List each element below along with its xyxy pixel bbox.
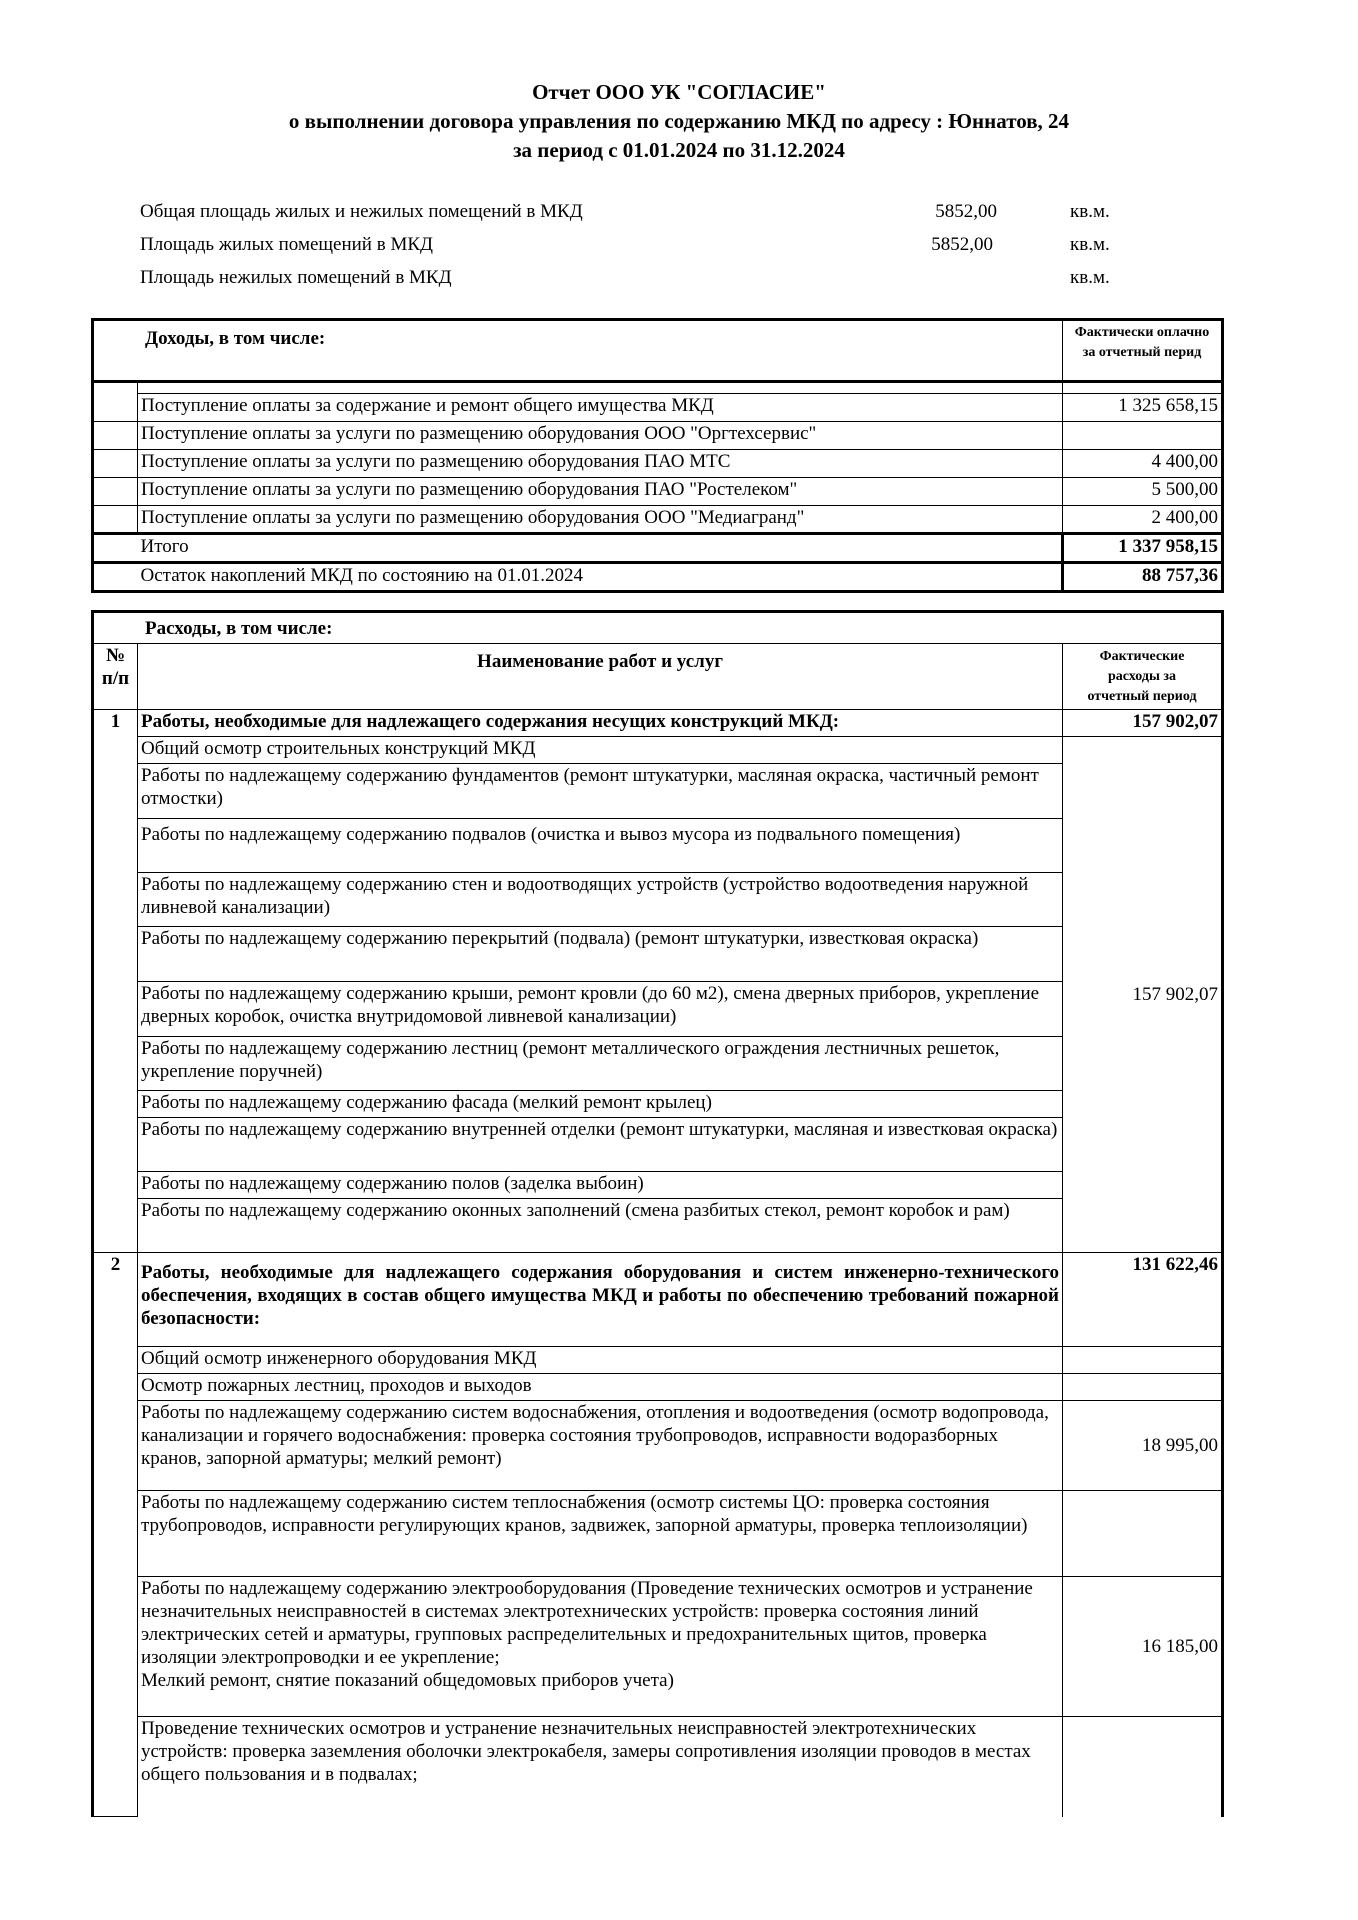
work-item-row [93, 1172, 1223, 1199]
work-item-row [93, 1118, 1223, 1172]
income-row-label: Поступление оплаты за услуги по размещению оборудования ПАО МТС [138, 450, 1063, 478]
work-item-value: 16 185,00 [1063, 1577, 1223, 1717]
area-label: Общая площадь жилых и нежилых помещений в МКД [140, 201, 583, 222]
section-1-row [93, 710, 1223, 737]
work-item-label: Работы по надлежащему содержанию полов (заделка выбоин) [138, 1172, 1063, 1199]
work-item-label: Проведение технических осмотров и устранение незначительных неисправностей электротехнических устройств: проверка заземления оболочки электрокабеля, замеры сопротивления изоляции проводов в местах общего пользования и в подвалах; [138, 1717, 1063, 1817]
work-item-row [93, 1491, 1223, 1577]
work-item-value [1063, 1491, 1223, 1577]
work-item-label: Работы по надлежащему содержанию подвалов (очистка и вывоз мусора из подвального помещения) [138, 819, 1063, 873]
col-name-header: Наименование работ и услуг [138, 644, 1063, 710]
section-total: 157 902,07 [1063, 710, 1223, 737]
area-unit: кв.м. [1070, 201, 1110, 222]
work-item-label: Работы по надлежащему содержанию систем водоснабжения, отопления и водоотведения (осмотр водопровода, канализации и горячего водоснабжения: проверка состояния трубопроводов, исправности водоразборных кранов, запорной арматуры; мелкий ремонт) [138, 1401, 1063, 1491]
work-item-row [93, 1199, 1223, 1253]
work-item-row [93, 819, 1223, 873]
work-item-row [93, 1577, 1223, 1717]
work-item-row [93, 1401, 1223, 1491]
income-total-row [93, 534, 1223, 563]
income-row-value: 5 500,00 [1063, 478, 1223, 506]
work-item-row [93, 764, 1223, 819]
work-item-label: Осмотр пожарных лестниц, проходов и выходов [138, 1374, 1063, 1401]
income-balance-label: Остаток накоплений МКД по состоянию на 01.01.2024 [138, 563, 1063, 592]
income-header-row [93, 320, 1223, 382]
work-item-label: Общий осмотр инженерного оборудования МКД [138, 1347, 1063, 1374]
work-item-label: Работы по надлежащему содержанию оконных заполнений (смена разбитых стекол, ремонт коробок и рам) [138, 1199, 1063, 1253]
work-item-label: Работы по надлежащему содержанию внутренней отделки (ремонт штукатурки, масляная и известковая окраска) [138, 1118, 1063, 1172]
income-row-value: 1 325 658,15 [1063, 394, 1223, 422]
section-title: Работы, необходимые для надлежащего содержания оборудования и систем инженерно-технического обеспечения, входящих в состав общего имущества МКД и работы по обеспечению требований пожарной безопасности: [138, 1253, 1063, 1347]
work-item-label: Работы по надлежащему содержанию систем теплоснабжения (осмотр системы ЦО: проверка состояния трубопроводов, исправности регулирующих кранов, задвижек, запорной арматуры, проверка теплоизоляции) [138, 1491, 1063, 1577]
income-balance-value: 88 757,36 [1063, 563, 1223, 592]
income-col-header-line1: Фактически оплачно [1074, 325, 1210, 340]
work-item-value [1063, 1374, 1223, 1401]
income-col-header-line2: за отчетный перид [1082, 345, 1202, 360]
income-row [93, 478, 1223, 506]
section-total: 131 622,46 [1063, 1253, 1223, 1347]
work-item-row [93, 1374, 1223, 1401]
section-1-merged-value: 157 902,07 [1063, 737, 1223, 1253]
income-table [91, 318, 1224, 593]
area-label: Площадь нежилых помещений в МКД [140, 267, 452, 288]
report-subtitle: о выполнении договора управления по содержанию МКД по адресу : Юннатов, 24 [288, 109, 1070, 133]
work-item-label-part1: Работы по надлежащему содержанию электрооборудования (Проведение технических осмотров и устранение незначительных неисправностей в системах электротехнических устройств: проверка состояния линий электрических сетей и арматуры, групповых распределительных и предохранительных щитов, проверка изоляции электропроводки и ее укрепление; [141, 1578, 1033, 1668]
area-value: 5852,00 [931, 234, 993, 255]
income-heading: Доходы, в том числе: [145, 328, 326, 349]
income-row-label: Поступление оплаты за услуги по размещению оборудования ПАО "Ростелеком" [138, 478, 1063, 506]
col-no-line1: № [105, 645, 126, 666]
section-title: Работы, необходимые для надлежащего содержания несущих конструкций МКД: [138, 710, 1063, 737]
work-item-row [93, 1091, 1223, 1118]
work-item-label: Работы по надлежащему содержанию фундаментов (ремонт штукатурки, масляная окраска, частичный ремонт отмостки) [138, 764, 1063, 819]
work-item-label [138, 1577, 1063, 1717]
work-item-label: Работы по надлежащему содержанию крыши, ремонт кровли (до 60 м2), смена дверных приборов, укрепление дверных коробок, очистка внутридомовой ливневой канализации) [138, 982, 1063, 1037]
work-item-row [93, 873, 1223, 927]
work-item-value: 18 995,00 [1063, 1401, 1223, 1491]
income-balance-row [93, 563, 1223, 592]
col-no-line2: п/п [101, 668, 130, 689]
section-number: 1 [93, 710, 138, 737]
work-item-label-part2: Мелкий ремонт, снятие показаний общедомовых приборов учета) [141, 1670, 674, 1691]
work-item-label: Работы по надлежащему содержанию лестниц (ремонт металлического ограждения лестничных решеток, укрепление поручней) [138, 1037, 1063, 1091]
report-period: за период с 01.01.2024 по 31.12.2024 [513, 138, 845, 162]
income-total-label: Итого [138, 534, 1063, 563]
work-item-label: Работы по надлежащему содержанию стен и водоотводящих устройств (устройство водоотведения наружной ливневой канализации) [138, 873, 1063, 927]
income-row-value [1063, 422, 1223, 450]
col-amount-line1: Фактические [1099, 649, 1185, 664]
col-amount-line2: расходы за [1107, 669, 1177, 684]
income-row [93, 506, 1223, 534]
work-item-label: Работы по надлежащему содержанию фасада (мелкий ремонт крылец) [138, 1091, 1063, 1118]
work-item-row [93, 982, 1223, 1037]
col-no-header [93, 644, 138, 710]
income-row [93, 422, 1223, 450]
expenses-col-header-row [93, 644, 1223, 710]
col-amount-header [1063, 644, 1223, 710]
work-item-row [93, 1347, 1223, 1374]
income-total-value: 1 337 958,15 [1063, 534, 1223, 563]
income-row [93, 394, 1223, 422]
expenses-table [91, 610, 1224, 1817]
income-row-value: 4 400,00 [1063, 450, 1223, 478]
work-item-row [93, 1037, 1223, 1091]
income-row-label: Поступление оплаты за содержание и ремонт общего имущества МКД [138, 394, 1063, 422]
area-unit: кв.м. [1070, 234, 1110, 255]
expenses-heading: Расходы, в том числе: [145, 618, 333, 639]
report-title: Отчет ООО УК "СОГЛАСИЕ" [532, 80, 826, 104]
income-row-label: Поступление оплаты за услуги по размещению оборудования ООО "Медиагранд" [138, 506, 1063, 534]
income-row-value: 2 400,00 [1063, 506, 1223, 534]
work-item-row [93, 927, 1223, 982]
work-item-value [1063, 1347, 1223, 1374]
area-value: 5852,00 [935, 201, 997, 222]
income-row [93, 450, 1223, 478]
work-item-row [93, 1717, 1223, 1817]
expenses-heading-row [93, 612, 1223, 644]
area-unit: кв.м. [1070, 267, 1110, 288]
work-item-label: Работы по надлежащему содержанию перекрытий (подвала) (ремонт штукатурки, известковая окраска) [138, 927, 1063, 982]
income-spacer-row [93, 382, 1223, 394]
section-2-row [93, 1253, 1223, 1347]
area-label: Площадь жилых помещений в МКД [140, 234, 433, 255]
section-number: 2 [93, 1253, 138, 1347]
work-item-value [1063, 1717, 1223, 1817]
income-col-header [1063, 320, 1223, 382]
income-row-label: Поступление оплаты за услуги по размещению оборудования ООО "Оргтехсервис" [138, 422, 1063, 450]
work-item-label: Общий осмотр строительных конструкций МКД [138, 737, 1063, 764]
col-amount-line3: отчетный период [1087, 689, 1197, 704]
work-item-row [93, 737, 1223, 764]
